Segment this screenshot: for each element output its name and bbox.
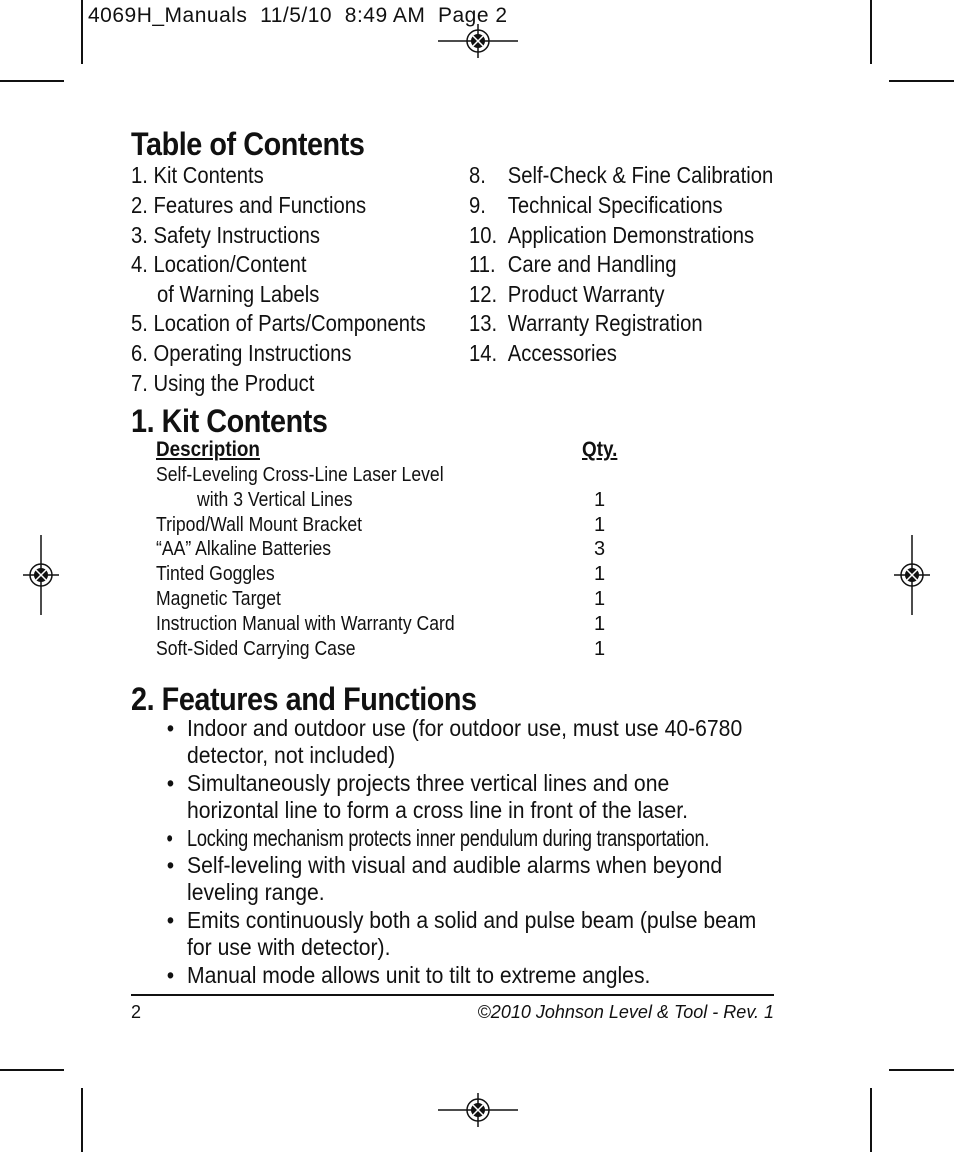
copyright-notice: ©2010 Johnson Level & Tool - Rev. 1 xyxy=(477,1002,774,1022)
kit-row-qty: 1 xyxy=(594,514,606,536)
feature-text: Manual mode allows unit to tilt to extreme angles. xyxy=(187,962,651,988)
page-number: 2 xyxy=(131,1002,142,1022)
toc-link-parts[interactable]: 5. Location of Parts/Components xyxy=(131,310,426,336)
toc-link-applications[interactable] xyxy=(469,222,754,249)
toc-link-specifications[interactable] xyxy=(469,192,723,219)
feature-item xyxy=(166,852,748,906)
kit-row-qty: 1 xyxy=(594,588,606,610)
toc-label: Care and Handling xyxy=(507,251,677,277)
registration-mark-icon xyxy=(438,1093,518,1127)
kit-row-qty: 1 xyxy=(594,489,606,511)
crop-mark xyxy=(889,1069,954,1071)
toc-number: 8. xyxy=(469,162,486,188)
feature-text: Locking mechanism protects inner pendulum during transportation. xyxy=(187,825,710,851)
feature-text: Self-leveling with visual and audible alarms when beyond leveling range. xyxy=(187,852,723,905)
kit-row-description: Magnetic Target xyxy=(156,588,281,610)
toc-link-registration[interactable] xyxy=(469,310,703,337)
toc-label: Warranty Registration xyxy=(507,310,703,336)
toc-number: 12. xyxy=(469,281,498,307)
kit-row-qty: 1 xyxy=(594,613,606,635)
toc-label: Product Warranty xyxy=(507,281,665,307)
toc-label: Application Demonstrations xyxy=(507,222,755,248)
kit-qty-header: Qty. xyxy=(582,438,618,461)
bullet-icon: • xyxy=(166,907,175,933)
crop-mark xyxy=(81,0,83,64)
toc-link-using[interactable]: 7. Using the Product xyxy=(131,370,315,396)
toc-number: 11. xyxy=(469,251,496,277)
toc-number: 13. xyxy=(469,310,498,336)
print-slug: 4069H_Manuals 11/5/10 8:49 AM Page 2 xyxy=(88,4,508,27)
feature-text: Indoor and outdoor use (for outdoor use, must use 40-6780 detector, not included) xyxy=(187,715,743,768)
kit-row-qty: 3 xyxy=(594,538,606,560)
crop-mark xyxy=(0,80,64,82)
feature-item xyxy=(166,770,767,824)
toc-label: Self-Check & Fine Calibration xyxy=(507,162,774,188)
bullet-icon: • xyxy=(166,715,175,741)
feature-text: Emits continuously both a solid and pulse beam (pulse beam for use with detector). xyxy=(187,907,757,960)
crop-mark xyxy=(81,1088,83,1152)
toc-link-kit-contents[interactable]: 1. Kit Contents xyxy=(131,162,264,188)
toc-label: Accessories xyxy=(507,340,617,366)
kit-description-header: Description xyxy=(156,438,260,461)
toc-label: Technical Specifications xyxy=(507,192,723,218)
feature-item xyxy=(166,715,757,769)
kit-row-description: “AA” Alkaline Batteries xyxy=(156,538,332,560)
toc-link-features[interactable]: 2. Features and Functions xyxy=(131,192,367,218)
toc-link-accessories[interactable] xyxy=(469,340,617,367)
kit-row-description: Self-Leveling Cross-Line Laser Level xyxy=(156,464,444,486)
kit-row-qty: 1 xyxy=(594,563,606,585)
toc-number: 10. xyxy=(469,222,498,248)
kit-row-description: Instruction Manual with Warranty Card xyxy=(156,613,455,635)
kit-row-description: Tinted Goggles xyxy=(156,563,275,585)
crop-mark xyxy=(889,80,954,82)
toc-link-care[interactable] xyxy=(469,251,677,278)
toc-link-safety[interactable]: 3. Safety Instructions xyxy=(131,222,321,248)
kit-row-description: Tripod/Wall Mount Bracket xyxy=(156,514,363,536)
registration-mark-icon xyxy=(894,535,930,615)
bullet-icon: • xyxy=(166,770,175,796)
kit-row-description: with 3 Vertical Lines xyxy=(197,489,353,511)
registration-mark-icon xyxy=(23,535,59,615)
toc-link-warranty[interactable] xyxy=(469,281,664,308)
registration-mark-icon xyxy=(438,24,518,58)
crop-mark xyxy=(870,0,872,64)
bullet-icon: • xyxy=(166,852,175,878)
kit-row-qty: 1 xyxy=(594,638,606,660)
kit-row-description: Soft-Sided Carrying Case xyxy=(156,638,356,660)
toc-link-calibration[interactable] xyxy=(469,162,773,189)
features-heading: 2. Features and Functions xyxy=(131,681,477,717)
bullet-icon: • xyxy=(166,962,175,988)
toc-link-warning-labels-cont[interactable]: of Warning Labels xyxy=(157,281,320,307)
crop-mark xyxy=(870,1088,872,1152)
toc-number: 14. xyxy=(469,340,498,366)
kit-contents-heading: 1. Kit Contents xyxy=(131,403,328,439)
feature-item xyxy=(166,907,757,961)
feature-item xyxy=(166,962,757,989)
toc-link-warning-labels[interactable]: 4. Location/Content xyxy=(131,251,307,277)
crop-mark xyxy=(0,1069,64,1071)
feature-text: Simultaneously projects three vertical lines and one horizontal line to form a cross line in front of the laser. xyxy=(187,770,689,823)
toc-number: 9. xyxy=(469,192,486,218)
footer-rule xyxy=(131,994,774,996)
toc-link-operating[interactable]: 6. Operating Instructions xyxy=(131,340,352,366)
toc-title: Table of Contents xyxy=(131,126,365,162)
bullet-icon: • xyxy=(166,825,173,851)
feature-item xyxy=(166,825,710,852)
